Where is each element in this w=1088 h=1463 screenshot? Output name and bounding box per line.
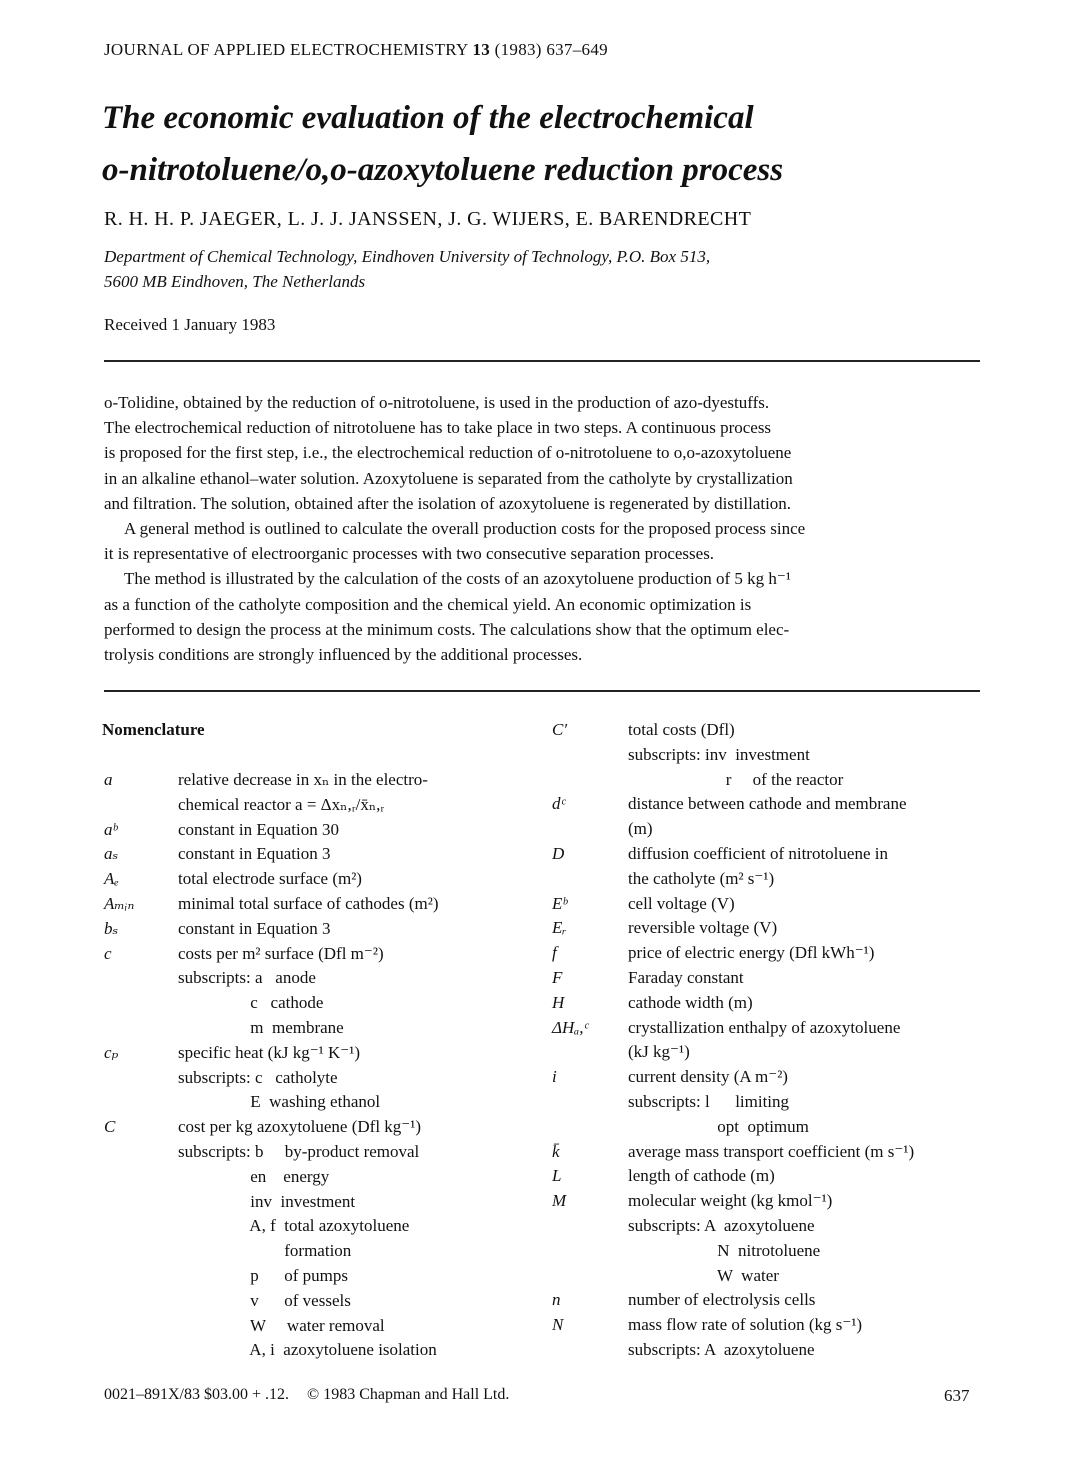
abstract-line: The method is illustrated by the calculation of the costs of an azoxytoluene production of 5 kg h⁻¹	[124, 569, 791, 589]
nomenclature-symbol: Eᵣ	[552, 918, 567, 938]
nomenclature-definition: Faraday constant	[628, 968, 744, 987]
nomenclature-symbol: Eᵇ	[552, 893, 567, 913]
nomenclature-definition: en energy	[178, 1166, 330, 1186]
abstract-paragraph-2	[104, 516, 984, 566]
nomenclature-symbol: aᵇ	[104, 819, 118, 839]
nomenclature-definition: current density (A m⁻²)	[628, 1067, 788, 1087]
nomenclature-symbol: c	[104, 943, 112, 963]
nomenclature-symbol: cₚ	[104, 1042, 119, 1062]
affiliation-line-1: Department of Chemical Technology, Eindhoven University of Technology, P.O. Box 513,	[104, 247, 711, 266]
nomenclature-definition: total electrode surface (m²)	[178, 869, 362, 889]
abstract-line: is proposed for the first step, i.e., the electrochemical reduction of o-nitrotoluene to o,o-azoxytoluene	[104, 443, 792, 463]
nomenclature-symbol: f	[552, 943, 557, 963]
nomenclature-definition: mass flow rate of solution (kg s⁻¹)	[628, 1315, 863, 1335]
journal-year-pages: (1983) 637–649	[494, 40, 608, 59]
page-number: 637	[944, 1386, 970, 1405]
nomenclature-definition: subscripts: a anode	[178, 968, 316, 988]
nomenclature-definition: opt optimum	[628, 1116, 809, 1136]
nomenclature-symbol: M	[552, 1191, 567, 1211]
nomenclature-symbol: n	[552, 1290, 561, 1310]
nomenclature-symbol: D	[552, 844, 565, 863]
nomenclature-symbol: Aₘᵢₙ	[104, 894, 135, 913]
nomenclature-definition: E washing ethanol	[178, 1092, 381, 1112]
nomenclature-definition: c cathode	[178, 993, 324, 1013]
nomenclature-definition: cathode width (m)	[628, 992, 753, 1012]
nomenclature-right-column	[552, 720, 982, 1370]
authors: R. H. H. P. JAEGER, L. J. J. JANSSEN, J. G. WIJERS, E. BARENDRECHT	[104, 208, 752, 230]
nomenclature-symbol: C	[104, 1117, 116, 1137]
nomenclature-definition: costs per m² surface (Dfl m⁻²)	[178, 943, 384, 963]
nomenclature-definition: W water	[628, 1265, 779, 1285]
footer-price-code: 0021–891X/83 $03.00 + .12.	[104, 1386, 290, 1403]
abstract-paragraph-3	[104, 566, 984, 667]
abstract-line: o-Tolidine, obtained by the reduction of o-nitrotoluene, is used in the production of azo-dyestuffs.	[104, 393, 770, 412]
nomenclature-definition: W water removal	[178, 1315, 385, 1335]
nomenclature-symbol: dᶜ	[552, 794, 565, 814]
nomenclature-definition: subscripts: A azoxytoluene	[628, 1340, 815, 1359]
nomenclature-definition: inv investment	[178, 1191, 356, 1211]
nomenclature-definition: diffusion coefficient of nitrotoluene in	[628, 844, 888, 863]
nomenclature-symbol: N	[552, 1315, 564, 1335]
footer-copyright: © 1983 Chapman and Hall Ltd.	[307, 1386, 510, 1403]
nomenclature-left-column	[104, 770, 534, 1370]
nomenclature-symbol: ΔHₐ,ᶜ	[552, 1017, 588, 1037]
nomenclature-definition: subscripts: c catholyte	[178, 1067, 338, 1087]
nomenclature-definition: r of the reactor	[628, 769, 844, 789]
nomenclature-symbol: L	[552, 1166, 562, 1186]
nomenclature-definition: (kJ kg⁻¹)	[628, 1042, 690, 1062]
nomenclature-definition: cost per kg azoxytoluene (Dfl kg⁻¹)	[178, 1117, 422, 1137]
nomenclature-definition: crystallization enthalpy of azoxytoluene	[628, 1017, 901, 1037]
affiliation-line-2: 5600 MB Eindhoven, The Netherlands	[104, 272, 366, 291]
nomenclature-definition: reversible voltage (V)	[628, 918, 778, 938]
nomenclature-definition: A, f total azoxytoluene	[178, 1216, 410, 1236]
nomenclature-definition: length of cathode (m)	[628, 1166, 775, 1186]
nomenclature-symbol: bₛ	[104, 918, 119, 938]
divider-bottom	[104, 690, 980, 692]
nomenclature-definition: subscripts: b by-product removal	[178, 1142, 420, 1161]
journal-name: JOURNAL OF APPLIED ELECTROCHEMISTRY	[104, 40, 468, 59]
received-date: Received 1 January 1983	[104, 315, 276, 334]
abstract-line: trolysis conditions are strongly influenced by the additional processes.	[104, 645, 583, 665]
nomenclature-definition: formation	[178, 1241, 352, 1261]
nomenclature-symbol: Aₑ	[104, 869, 119, 889]
abstract-line: and filtration. The solution, obtained after the isolation of azoxytoluene is regenerated by distillation.	[104, 493, 792, 513]
nomenclature-symbol: i	[552, 1067, 557, 1087]
affiliation	[104, 244, 984, 294]
nomenclature-definition: the catholyte (m² s⁻¹)	[628, 868, 775, 888]
nomenclature-symbol: F	[552, 968, 563, 987]
journal-volume: 13	[472, 40, 491, 59]
nomenclature-definition: subscripts: inv investment	[628, 744, 810, 764]
article-title	[102, 92, 1002, 196]
nomenclature-heading: Nomenclature	[102, 720, 205, 739]
abstract-line: performed to design the process at the minimum costs. The calculations show that the optimum elec-	[104, 619, 790, 639]
abstract-line: as a function of the catholyte composition and the chemical yield. An economic optimization is	[104, 594, 752, 614]
nomenclature-symbol: a	[104, 770, 113, 789]
nomenclature-definition: constant in Equation 30	[178, 819, 340, 839]
nomenclature-definition: molecular weight (kg kmol⁻¹)	[628, 1191, 833, 1211]
abstract-line: A general method is outlined to calculate the overall production costs for the proposed process since	[124, 519, 806, 539]
nomenclature-definition: number of electrolysis cells	[628, 1290, 816, 1310]
nomenclature-definition: subscripts: A azoxytoluene	[628, 1216, 815, 1235]
nomenclature-definition: m membrane	[178, 1018, 344, 1037]
abstract-line: in an alkaline ethanol–water solution. Azoxytoluene is separated from the catholyte by crystallization	[104, 468, 793, 488]
nomenclature-definition: price of electric energy (Dfl kWh⁻¹)	[628, 943, 875, 963]
title-line-1: The economic evaluation of the electrochemical	[102, 100, 754, 136]
nomenclature-definition: specific heat (kJ kg⁻¹ K⁻¹)	[178, 1042, 361, 1062]
nomenclature-symbol: H	[552, 992, 565, 1012]
abstract	[104, 390, 984, 667]
nomenclature-definition: (m)	[628, 819, 653, 839]
footer-code	[104, 1386, 509, 1404]
title-line-2: o-nitrotoluene/o,o-azoxytoluene reduction process	[102, 152, 784, 188]
nomenclature-definition: v of vessels	[178, 1290, 351, 1310]
nomenclature-definition: average mass transport coefficient (m s⁻¹)	[628, 1141, 915, 1161]
nomenclature-definition: total costs (Dfl)	[628, 720, 735, 739]
nomenclature-symbol: aₛ	[104, 844, 119, 864]
nomenclature-definition: N nitrotoluene	[628, 1240, 821, 1260]
nomenclature-definition: cell voltage (V)	[628, 893, 735, 913]
divider-top	[104, 360, 980, 362]
nomenclature-definition: p of pumps	[178, 1266, 348, 1285]
nomenclature-definition: constant in Equation 3	[178, 918, 331, 938]
abstract-line: it is representative of electroorganic processes with two consecutive separation processes.	[104, 544, 715, 564]
nomenclature-symbol: C′	[552, 720, 568, 739]
journal-header	[104, 40, 608, 60]
abstract-paragraph-1	[104, 390, 984, 516]
nomenclature-definition: distance between cathode and membrane	[628, 794, 907, 814]
nomenclature-symbol: k̄	[552, 1141, 560, 1161]
nomenclature-definition: minimal total surface of cathodes (m²)	[178, 894, 439, 913]
nomenclature-definition: subscripts: l limiting	[628, 1092, 790, 1111]
nomenclature-definition: constant in Equation 3	[178, 844, 331, 864]
abstract-line: The electrochemical reduction of nitrotoluene has to take place in two steps. A continuous process	[104, 418, 772, 438]
nomenclature-definition: chemical reactor a = Δxₙ,ᵣ/x̄ₙ,ᵣ	[178, 794, 385, 814]
nomenclature-definition: relative decrease in xₙ in the electro-	[178, 770, 428, 789]
nomenclature-definition: A, i azoxytoluene isolation	[178, 1340, 437, 1360]
